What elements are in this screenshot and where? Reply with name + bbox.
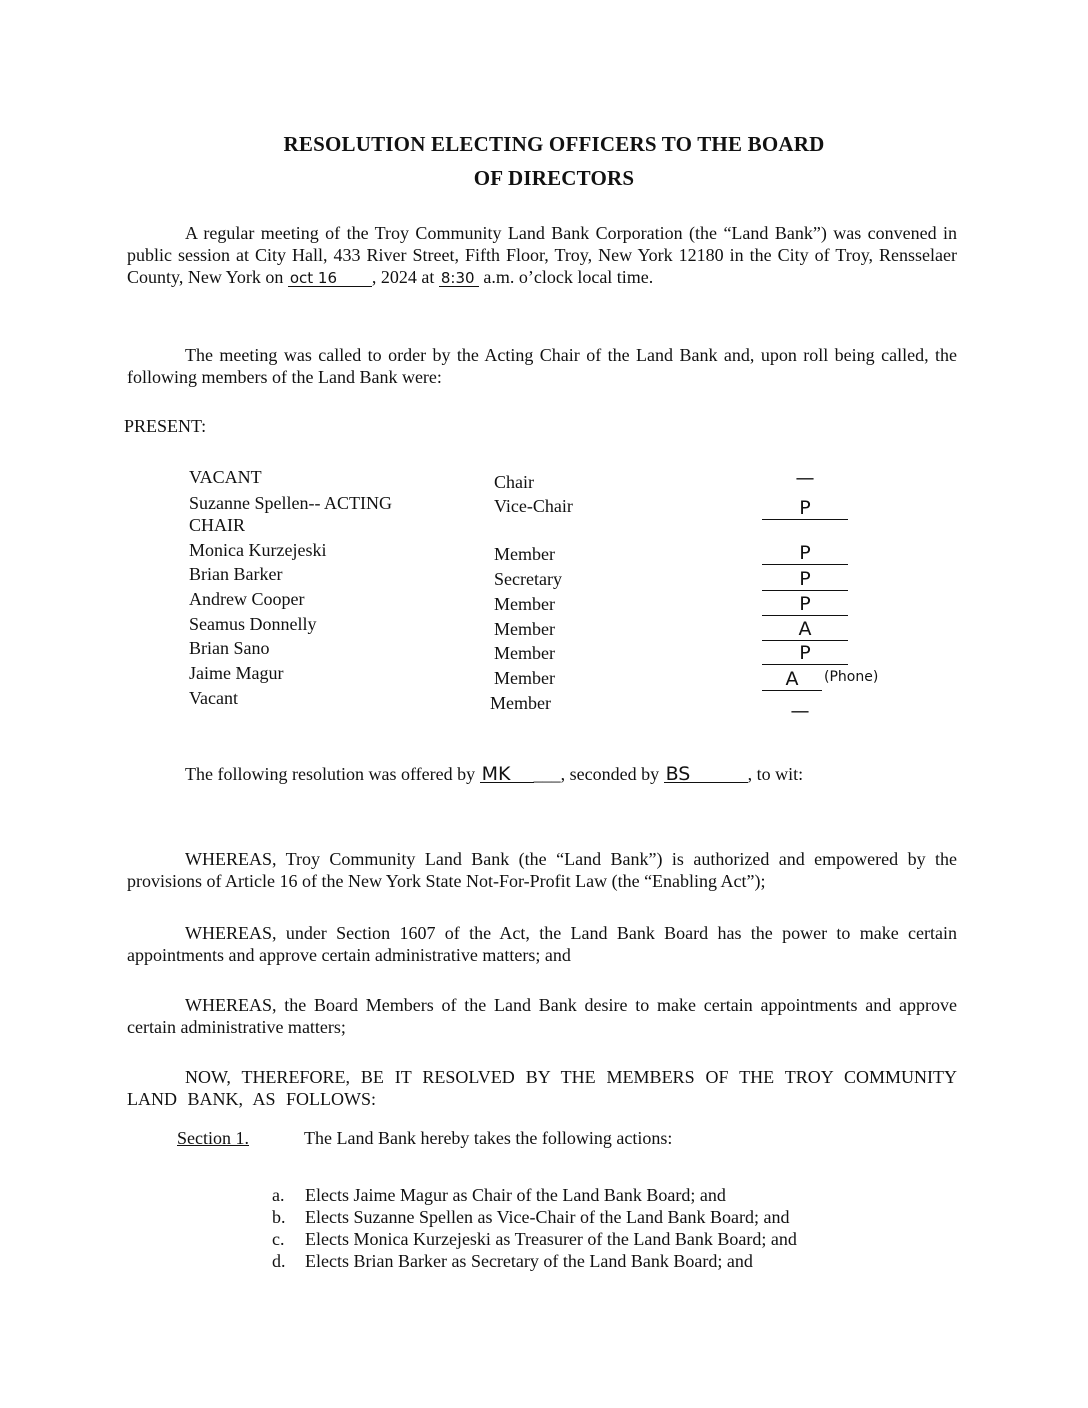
section-1-heading: [177, 1128, 672, 1149]
whereas-paragraph: [127, 994, 957, 1038]
roll-call-row: [0, 614, 1088, 638]
whereas-text: WHEREAS, the Board Members of the Land Bank desire to make certain appointments and approve certain administrative matters;: [127, 995, 957, 1037]
roll-call-row: [0, 638, 1088, 662]
intro-year-text: , 2024 at: [371, 267, 435, 287]
offered-by-initials: MK: [480, 766, 534, 783]
intro-paragraph: [127, 222, 957, 288]
roll-call-row: [0, 564, 1088, 588]
roll-call-row: [0, 467, 1088, 491]
document-title-line-1: RESOLUTION ELECTING OFFICERS TO THE BOARD: [283, 132, 825, 156]
action-item: [272, 1206, 789, 1228]
resolution-offer-line: The following resolution was offered by MK ___, seconded by BS , to wit:: [185, 763, 804, 785]
present-label: PRESENT:: [124, 416, 207, 436]
member-title: Member: [494, 619, 555, 639]
member-name: Andrew Cooper: [189, 589, 305, 609]
member-title: Secretary: [494, 569, 562, 589]
action-letter: b.: [272, 1207, 286, 1227]
attendance-mark: —: [795, 467, 815, 489]
offer-tail-text: , to wit:: [747, 764, 804, 784]
attendance-mark: P: [762, 568, 848, 591]
whereas-paragraph: [127, 922, 957, 966]
member-title: Member: [494, 668, 555, 688]
offer-text: The following resolution was offered by: [185, 764, 476, 784]
intro-text: A regular meeting of the Troy Community Land Bank Corporation (the “Land Bank”) was convened in public session at City Hall, 433 River Street, Fifth Floor, Troy, New York 12180 in the City of Troy, Rensselaer County, New York on: [127, 223, 957, 287]
member-name: VACANT: [189, 467, 262, 487]
action-item: [272, 1250, 753, 1272]
attendance-mark: P: [762, 642, 848, 665]
attendance-mark: —: [790, 700, 810, 722]
call-to-order-text: The meeting was called to order by the Acting Chair of the Land Bank and, upon roll being called, the following members of the Land Bank were:: [127, 345, 957, 387]
action-text: Elects Monica Kurzejeski as Treasurer of the Land Bank Board; and: [305, 1229, 797, 1249]
attendance-mark: A: [762, 668, 822, 691]
action-letter: a.: [272, 1185, 285, 1205]
section-1-label: Section 1.: [177, 1128, 249, 1148]
action-letter: c.: [272, 1229, 285, 1249]
member-name: Seamus Donnelly: [189, 614, 317, 634]
whereas-text: WHEREAS, under Section 1607 of the Act, the Land Bank Board has the power to make certain appointments and approve certain administrative matters; and: [127, 923, 957, 965]
roll-call-row: [0, 663, 1088, 690]
action-item: [272, 1184, 726, 1206]
member-name: Brian Sano: [189, 638, 270, 658]
roll-call-row: [0, 540, 1088, 564]
offer-seconded-text: , seconded by: [560, 764, 660, 784]
action-letter: d.: [272, 1251, 286, 1271]
resolved-text: NOW, THEREFORE, BE IT RESOLVED BY THE MEMBERS OF THE TROY COMMUNITY LAND BANK, AS FOLLOWS:: [127, 1067, 957, 1109]
action-text: Elects Suzanne Spellen as Vice-Chair of the Land Bank Board; and: [305, 1207, 790, 1227]
handwritten-time: 8:30: [439, 270, 479, 287]
intro-tail-text: a.m. o’clock local time.: [483, 267, 654, 287]
member-name: Jaime Magur: [189, 663, 284, 683]
member-title: Member: [490, 693, 551, 713]
section-1-text: The Land Bank hereby takes the following actions:: [304, 1128, 673, 1148]
attendance-mark: P: [762, 542, 848, 565]
roll-call-row: [0, 688, 1088, 722]
attendance-mark: P: [762, 593, 848, 616]
roll-call-row: [0, 493, 1088, 535]
member-title: Member: [494, 544, 555, 564]
member-name: Vacant: [189, 688, 238, 708]
member-name-line-2: CHAIR: [189, 515, 246, 535]
whereas-text: WHEREAS, Troy Community Land Bank (the “Land Bank”) is authorized and empowered by the provisions of Article 16 of the New York State Not-For-Profit Law (the “Enabling Act”);: [127, 849, 957, 891]
member-name: Monica Kurzejeski: [189, 540, 327, 560]
member-title: Vice-Chair: [494, 496, 573, 516]
call-to-order-paragraph: [127, 344, 957, 388]
action-item: [272, 1228, 797, 1250]
member-name: Brian Barker: [189, 564, 283, 584]
member-title: Member: [494, 643, 555, 663]
action-text: Elects Jaime Magur as Chair of the Land Bank Board; and: [305, 1185, 726, 1205]
roll-call-row: [0, 589, 1088, 613]
member-title: Member: [494, 594, 555, 614]
whereas-paragraph: [127, 848, 957, 892]
seconded-by-initials: BS: [664, 766, 748, 783]
attendance-mark: P: [762, 497, 848, 520]
attendance-mark: A: [762, 618, 848, 641]
attendance-note: (Phone): [824, 669, 879, 685]
action-text: Elects Brian Barker as Secretary of the Land Bank Board; and: [305, 1251, 753, 1271]
member-name: Suzanne Spellen-- ACTING: [189, 493, 392, 513]
resolved-paragraph: [127, 1066, 957, 1110]
handwritten-date: oct 16: [288, 270, 372, 287]
member-title: Chair: [494, 472, 534, 492]
document-title-line-2: OF DIRECTORS: [473, 166, 635, 190]
